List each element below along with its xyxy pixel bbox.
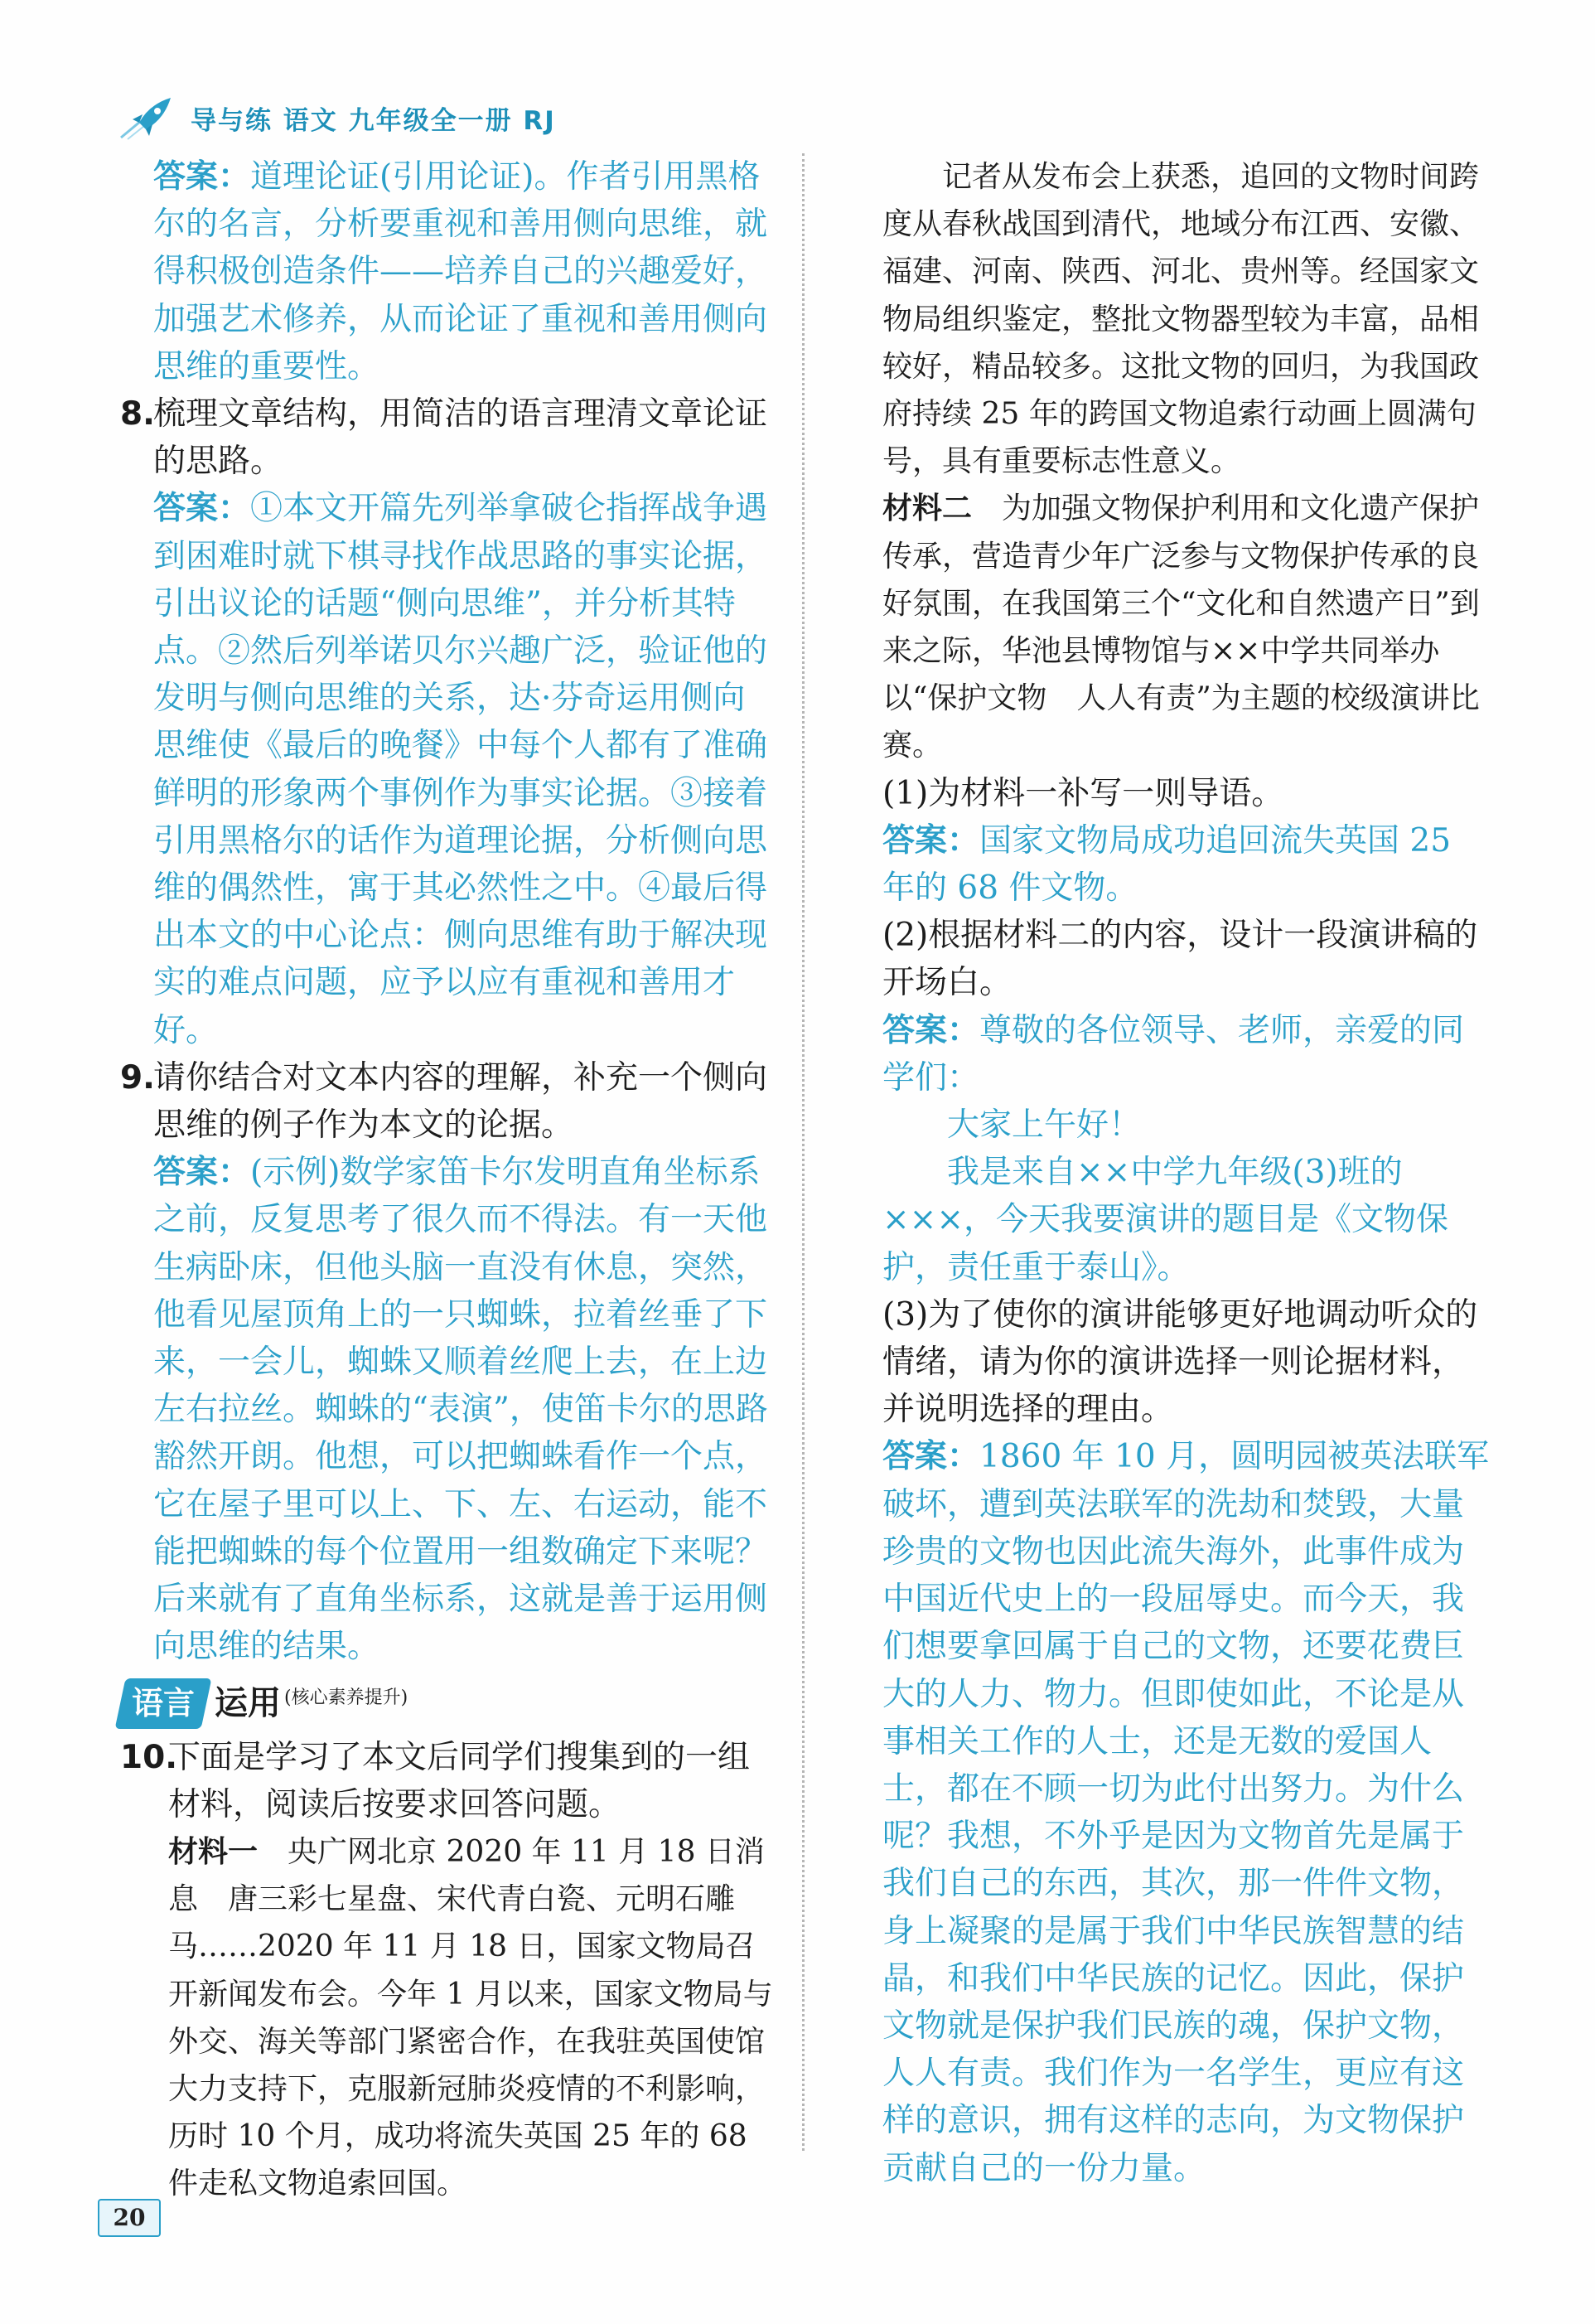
question-number: 10. xyxy=(120,1738,178,1776)
section-heading xyxy=(120,1679,775,1729)
answer-label: 答案： xyxy=(153,1154,251,1192)
material-label: 材料一 xyxy=(168,1834,259,1869)
question-number: 8. xyxy=(120,395,155,433)
rocket-logo-icon xyxy=(116,93,176,143)
answer-label: 答案： xyxy=(153,490,251,528)
material-1 xyxy=(120,1828,775,2208)
question-8 xyxy=(120,390,775,485)
q9-answer xyxy=(120,1149,775,1670)
sub-question-1: (1)为材料一补写一则导语。 xyxy=(882,774,1284,812)
right-column xyxy=(882,153,1491,2192)
q8-answer xyxy=(120,485,775,1053)
sub-answer-2-intro: 我是来自××中学九年级(3)班的×××，今天我要演讲的题目是《文物保护，责任重于泰山》。 xyxy=(882,1154,1449,1286)
sub-answer-2 xyxy=(882,1007,1491,1101)
answer-text: 尊敬的各位领导、老师，亲爱的同学们： xyxy=(882,1011,1465,1097)
question-text: 梳理文章结构，用简洁的语言理清文章论证的思路。 xyxy=(153,395,768,481)
question-10 xyxy=(120,1734,775,1828)
material-2 xyxy=(882,485,1491,769)
q8-answer-text: ①本文开篇先列举拿破仑指挥战争遇到困难时就下棋寻找作战思路的事实论据，引出议论的话题“侧向思维”，并分析其特点。②然后列举诺贝尔兴趣广泛，验证他的发明与侧向思维的关系，达·芬奇运用侧向思维使《最后的晚餐》中每个人都有了准确鲜明的形象两个事例作为事实论据。③接着引用黑格尔的话作为道理论据，分析侧向思维的偶然性，寓于其必然性之中。④最后得出本文的中心论点：侧向思维有助于解决现实的难点问题，应予以应有重视和善用才好。 xyxy=(153,490,768,1049)
section-title: 运用 xyxy=(215,1683,282,1722)
answer-label: 答案： xyxy=(153,158,251,196)
page-number: 20 xyxy=(98,2199,161,2237)
answer-label: 答案： xyxy=(882,1011,980,1049)
page-header xyxy=(116,93,556,143)
q7-answer xyxy=(120,153,775,390)
header-title: 导与练 语文 九年级全一册 RJ xyxy=(191,105,556,136)
left-column xyxy=(120,153,775,2208)
section-badge: 语言 xyxy=(114,1678,211,1729)
question-text: 下面是学习了本文后同学们搜集到的一组材料，阅读后按要求回答问题。 xyxy=(168,1738,751,1823)
column-divider xyxy=(802,153,805,2151)
material-label: 材料二 xyxy=(882,491,973,526)
sub-answer-2-greeting: 大家上午好！ xyxy=(947,1106,1142,1145)
material-1-continued: 记者从发布会上获悉，追回的文物时间跨度从春秋战国到清代，地域分布江西、安徽、福建、河南、陕西、河北、贵州等。经国家文物局组织鉴定，整批文物器型较为丰富，品相较好，精品较多。这批文物的回归，为我国政府持续 25 年的跨国文物追索行动画上圆满句号，具有重要标志性意义。 xyxy=(882,160,1480,479)
section-subtitle: (核心素养提升) xyxy=(284,1687,408,1709)
sub-question-2: (2)根据材料二的内容，设计一段演讲稿的开场白。 xyxy=(882,917,1478,1002)
sub-question-3: (3)为了使你的演讲能够更好地调动听众的情绪，请为你的演讲选择一则论据材料，并说明选择的理由。 xyxy=(882,1295,1478,1429)
material-text: 央广网北京 2020 年 11 月 18 日消息 唐三彩七星盘、宋代青白瓷、元明石雕马……2020 年 11 月 18 日，国家文物局召开新闻发布会。今年 1 月以来，国家文物局与外交、海关等部门紧密合作，在我驻英国使馆大力支持下，克服新冠肺炎疫情的不利影响，历时 10 个月，成功将流失英国 25 年的 68 件走私文物追索回国。 xyxy=(168,1834,773,2201)
q7-answer-text: 道理论证(引用论证)。作者引用黑格尔的名言，分析要重视和善用侧向思维，就得积极创造条件——培养自己的兴趣爱好，加强艺术修养，从而论证了重视和善用侧向思维的重要性。 xyxy=(153,158,768,385)
answer-text: 国家文物局成功追回流失英国 25 年的 68 件文物。 xyxy=(882,821,1452,908)
answer-label: 答案： xyxy=(882,1438,980,1476)
q9-answer-text: (示例)数学家笛卡尔发明直角坐标系之前，反复思考了很久而不得法。有一天他生病卧床，但他头脑一直没有休息，突然，他看见屋顶角上的一只蜘蛛，拉着丝垂了下来，一会儿，蜘蛛又顺着丝爬上去，在上边左右拉丝。蜘蛛的“表演”，使笛卡尔的思路豁然开朗。他想，可以把蜘蛛看作一个点，它在屋子里可以上、下、左、右运动，能不能把蜘蛛的每个位置用一组数确定下来呢？后来就有了直角坐标系，这就是善于运用侧向思维的结果。 xyxy=(153,1154,768,1666)
answer-text: 1860 年 10 月，圆明园被英法联军破坏，遭到英法联军的洗劫和焚毁，大量珍贵的文物也因此流失海外，此事件成为中国近代史上的一段屈辱史。而今天，我们想要拿回属于自己的文物，还要花费巨大的人力、物力。但即使如此，不论是从事相关工作的人士，还是无数的爱国人士，都在不顾一切为此付出努力。为什么呢？我想，不外乎是因为文物首先是属于我们自己的东西，其次，那一件件文物，身上凝聚的是属于我们中华民族智慧的结晶，和我们中华民族的记忆。因此，保护文物就是保护我们民族的魂，保护文物，人人有责。我们作为一名学生，更应有这样的意识，拥有这样的志向，为文物保护贡献自己的一份力量。 xyxy=(882,1438,1490,2187)
material-text: 为加强文物保护利用和文化遗产保护传承，营造青少年广泛参与文物保护传承的良好氛围，在我国第三个“文化和自然遗产日”到来之际，华池县博物馆与××中学共同举办以“保护文物 人人有责”为主题的校级演讲比赛。 xyxy=(882,491,1480,763)
answer-label: 答案： xyxy=(882,821,980,859)
question-text: 请你结合对文本内容的理解，补充一个侧向思维的例子作为本文的论据。 xyxy=(153,1058,768,1145)
sub-answer-3 xyxy=(882,1433,1491,2191)
sub-answer-1 xyxy=(882,817,1491,912)
question-number: 9. xyxy=(120,1058,155,1097)
question-9 xyxy=(120,1054,775,1149)
